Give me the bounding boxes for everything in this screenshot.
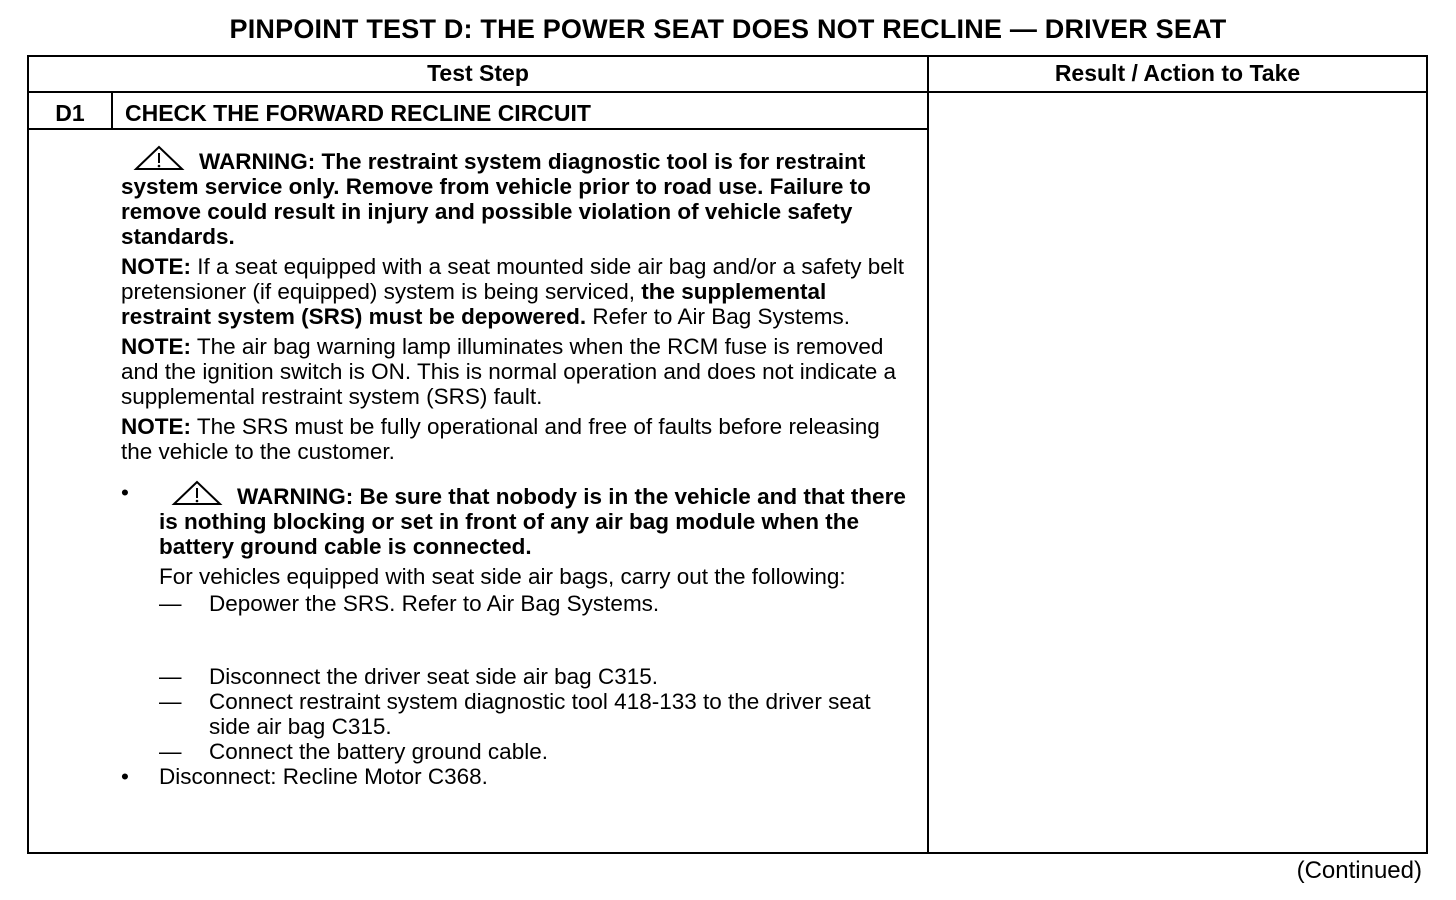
note-label: NOTE: [121,414,191,439]
warning-text: The restraint system diagnostic tool is for restraint system service only. Remove from vehicle prior to road use. Failure to remove could result in injury and possible violation of vehicle safety standards. [121,149,871,249]
dash-item [159,591,911,616]
note-srs-operational [121,414,911,464]
note-text: The SRS must be fully operational and free of faults before releasing the vehicle to the customer. [121,414,880,464]
bullet-item [121,480,911,764]
dash-text: Connect the battery ground cable. [209,739,548,764]
note-bold-text: the supplemental restraint system (SRS) must be depowered. [121,279,827,329]
warning-label: WARNING: [199,149,316,174]
bullet-text: Disconnect: Recline Motor C368. [159,764,488,789]
dash-text: Connect restraint system diagnostic tool 418-133 to the driver seat side air bag C315. [209,689,871,739]
step-id: D1 [55,100,85,126]
step-title: CHECK THE FORWARD RECLINE CIRCUIT [125,100,591,126]
note-label: NOTE: [121,254,191,279]
dash-marker: — [159,591,182,616]
dash-marker: — [159,739,182,764]
warning-triangle-icon [133,145,185,171]
dash-item [159,664,911,689]
warning-text: WARNING: Be sure that nobody is in the vehicle and that there is nothing blocking or set in front of any air bag module when the battery ground cable is connected. [159,484,906,559]
bullet-item [121,764,911,789]
note-label: NOTE: [121,334,191,359]
warning-triangle-icon [171,480,223,506]
step-body [121,145,911,789]
dash-text: Disconnect the driver seat side air bag C315. [209,664,658,689]
dash-item [159,739,911,764]
header-test-step: Test Step [427,60,529,86]
dash-item [159,689,911,739]
warning-restraint-tool [121,145,911,249]
note-reference: Refer to Air Bag Systems. [592,304,851,329]
header-divider [29,91,1426,93]
note-text: If a seat equipped with a seat mounted side air bag and/or a safety belt pretensioner (if equipped) system is being serviced, [121,254,904,304]
dash-text: Depower the SRS. Refer to Air Bag Systems. [209,591,660,616]
step-id-divider [111,93,113,128]
dash-marker: — [159,664,182,689]
bullet-marker: • [121,480,129,505]
bullet-marker: • [121,764,129,789]
bullet-text: For vehicles equipped with seat side air bags, carry out the following: [159,564,846,589]
column-divider [927,57,929,852]
note-warning-lamp [121,334,911,409]
continued-label: (Continued) [1296,857,1422,884]
note-depower [121,254,911,329]
page-title: PINPOINT TEST D: THE POWER SEAT DOES NOT RECLINE — DRIVER SEAT [229,14,1227,44]
note-text: The air bag warning lamp illuminates when the RCM fuse is removed and the ignition switch is ON. This is normal operation and does not indicate a supplemental restraint system (SRS) fault. [121,334,897,409]
dash-marker: — [159,689,182,714]
warning-nobody-in-vehicle [159,480,911,559]
pinpoint-test-table [27,55,1428,854]
header-result-action: Result / Action to Take [1054,60,1301,86]
